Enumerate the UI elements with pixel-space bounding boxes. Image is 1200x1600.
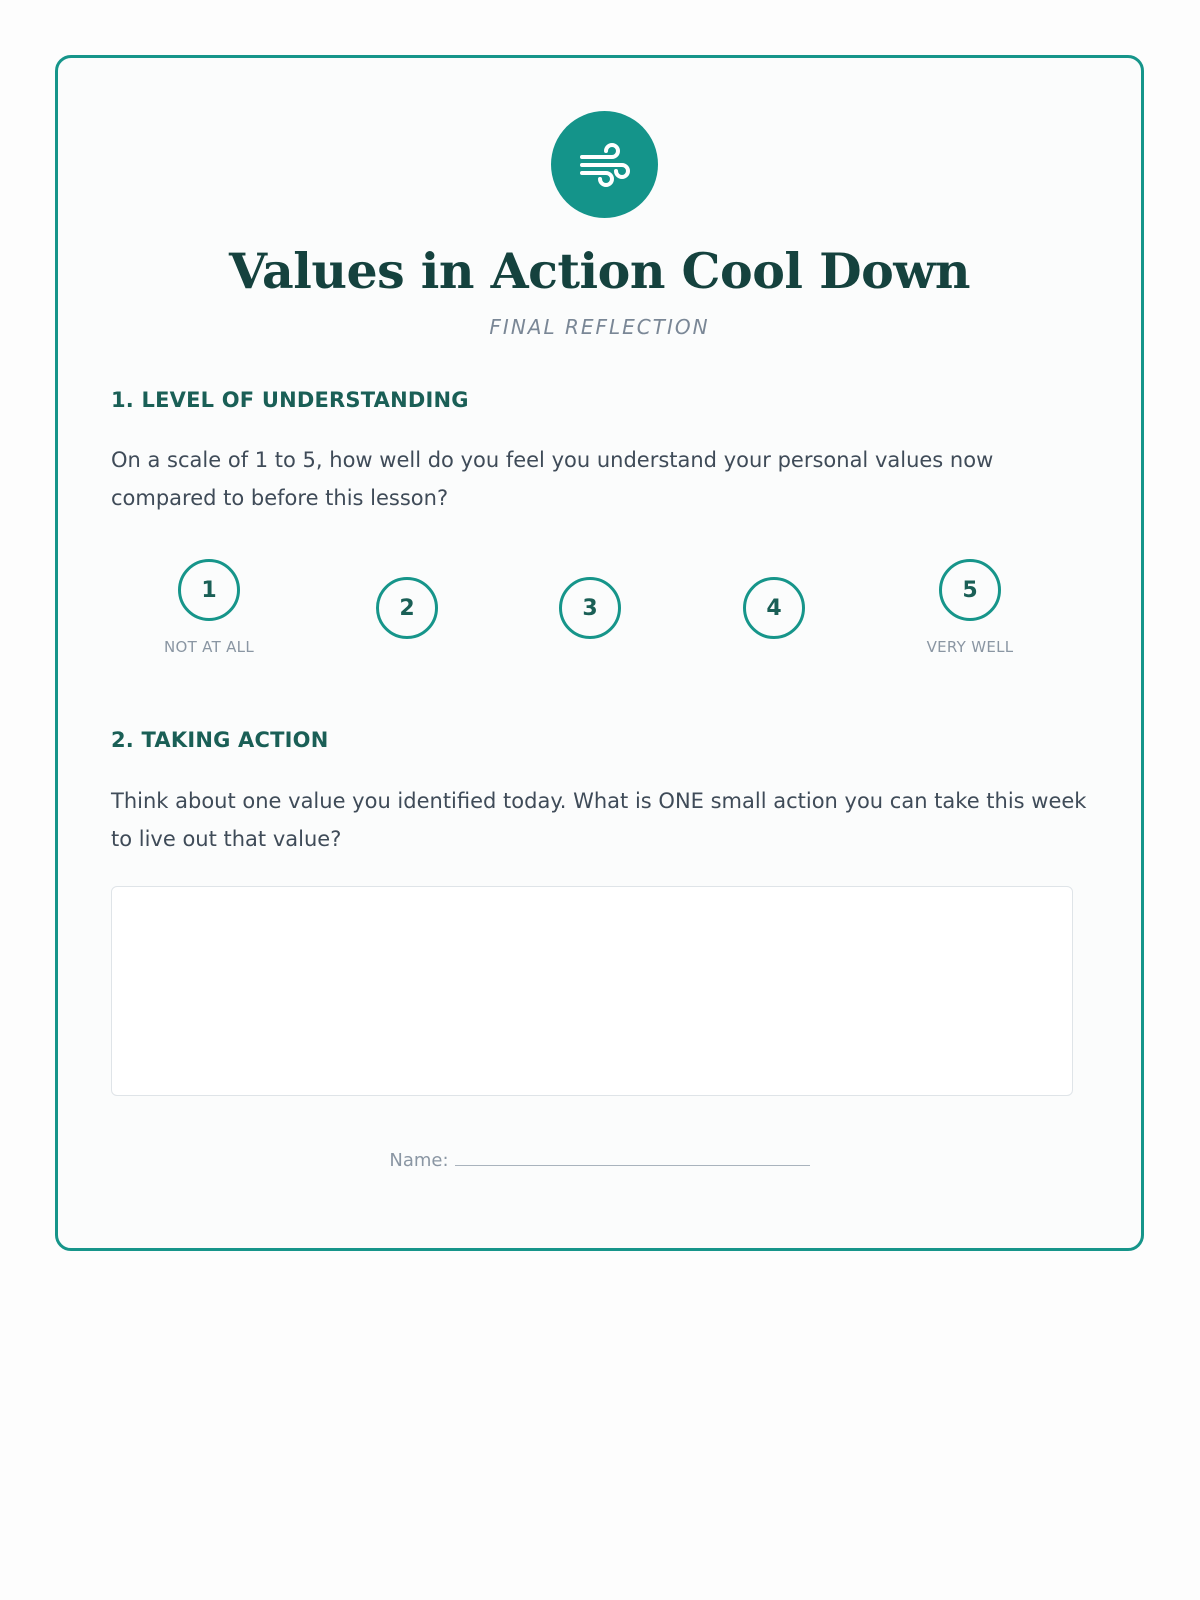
page-subtitle: FINAL REFLECTION (489, 315, 710, 339)
rating-label-max: VERY WELL (926, 638, 1014, 656)
page-title: Values in Action Cool Down (228, 242, 971, 300)
logo-badge (551, 111, 658, 218)
rating-option-2[interactable]: 2 (376, 577, 438, 639)
rating-label-min: NOT AT ALL (164, 638, 254, 656)
worksheet-card (55, 55, 1144, 1251)
name-label: Name: (389, 1150, 449, 1171)
action-answer-field[interactable] (111, 886, 1073, 1096)
section-2-heading: 2. TAKING ACTION (111, 728, 329, 752)
rating-option-1[interactable]: 1 (178, 559, 240, 621)
section-1-heading: 1. LEVEL OF UNDERSTANDING (111, 388, 469, 412)
rating-option-3[interactable]: 3 (559, 577, 621, 639)
name-row (58, 1147, 1141, 1171)
rating-option-4[interactable]: 4 (743, 577, 805, 639)
name-line[interactable] (455, 1147, 810, 1166)
section-1-prompt: On a scale of 1 to 5, how well do you feel you understand your personal values now compared to before this lesson? (111, 448, 994, 510)
section-2-prompt: Think about one value you identified today. What is ONE small action you can take this week to live out that value? (111, 789, 1087, 851)
rating-option-5[interactable]: 5 (939, 559, 1001, 621)
wind-icon (578, 143, 632, 187)
